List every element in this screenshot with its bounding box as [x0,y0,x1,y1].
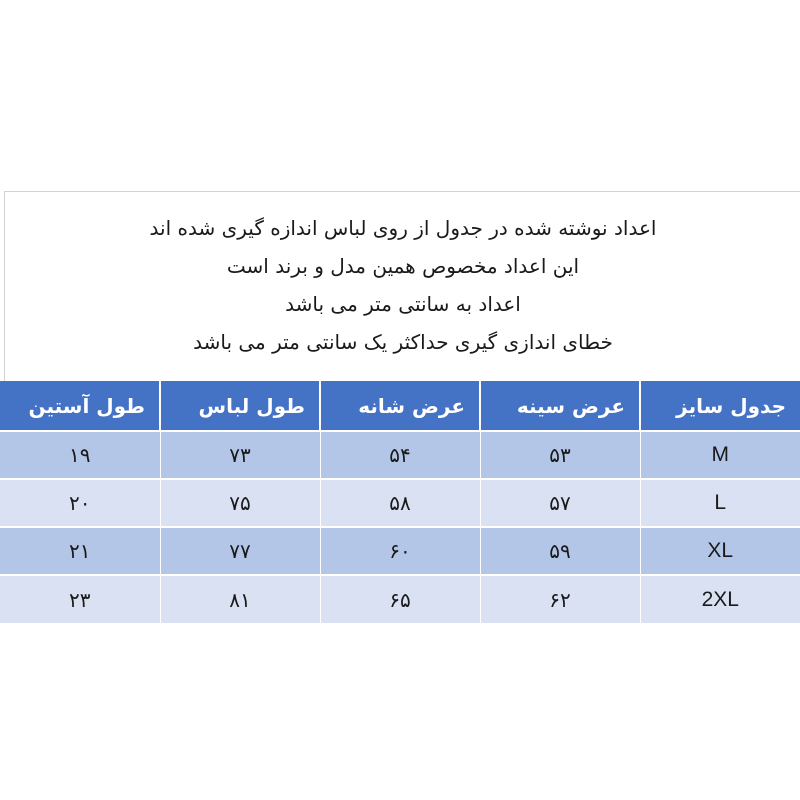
cell-shoulder-width: ۶۵ [320,575,480,623]
header-chest-width: عرض سینه [480,381,640,431]
cell-garment-length: ۷۷ [160,527,320,575]
table-row [0,479,800,527]
cell-garment-length: ۸۱ [160,575,320,623]
header-size: جدول سایز [640,381,800,431]
cell-size: 2XL [640,575,800,623]
cell-chest-width: ۵۳ [480,431,640,479]
cell-garment-length: ۷۵ [160,479,320,527]
cell-chest-width: ۵۷ [480,479,640,527]
table-header-row [0,381,800,431]
header-shoulder-width: عرض شانه [320,381,480,431]
cell-sleeve-length: ۲۱ [0,527,160,575]
table-row [0,575,800,623]
cell-shoulder-width: ۶۰ [320,527,480,575]
measurement-notes [4,191,800,381]
cell-size: XL [640,527,800,575]
cell-size: L [640,479,800,527]
cell-chest-width: ۶۲ [480,575,640,623]
cell-chest-width: ۵۹ [480,527,640,575]
note-line-2: این اعداد مخصوص همین مدل و برند است [226,254,580,278]
cell-sleeve-length: ۲۰ [0,479,160,527]
cell-sleeve-length: ۱۹ [0,431,160,479]
header-sleeve-length: طول آستین [0,381,160,431]
cell-garment-length: ۷۳ [160,431,320,479]
cell-size: M [640,431,800,479]
cell-sleeve-length: ۲۳ [0,575,160,623]
note-line-4: خطای اندازی گیری حداکثر یک سانتی متر می باشد [193,330,613,354]
note-line-1: اعداد نوشته شده در جدول از روی لباس اندازه گیری شده اند [149,216,657,240]
cell-shoulder-width: ۵۸ [320,479,480,527]
table-row [0,527,800,575]
header-garment-length: طول لباس [160,381,320,431]
note-line-3: اعداد به سانتی متر می باشد [285,292,521,316]
table-row [0,431,800,479]
cell-shoulder-width: ۵۴ [320,431,480,479]
size-table [0,381,800,623]
